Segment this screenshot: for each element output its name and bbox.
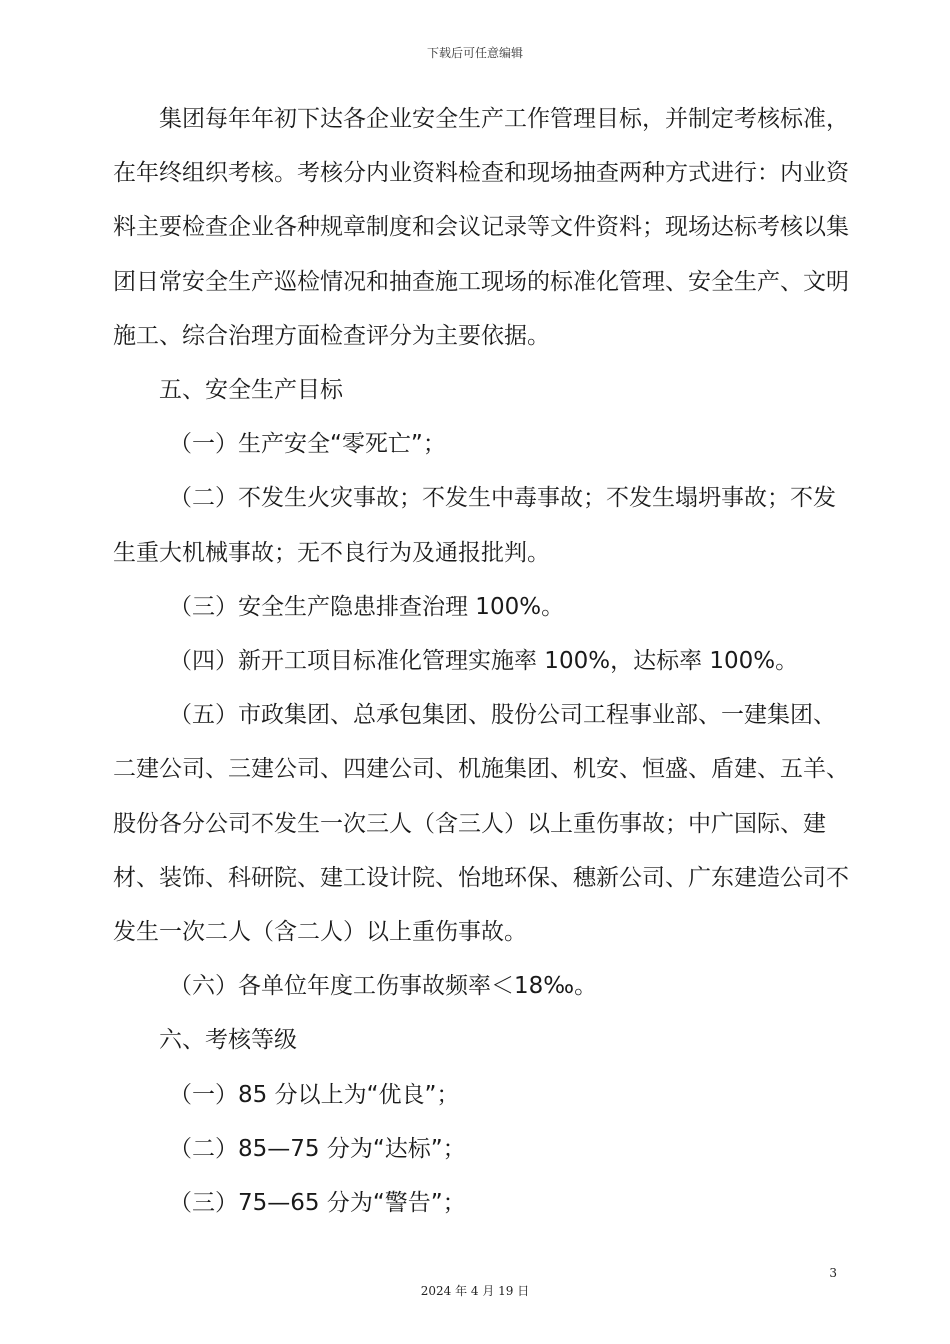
goal-item-4: （四）新开工项目标准化管理实施率 100%，达标率 100%。 — [169, 648, 799, 675]
footer-date: 2024 年 4 月 19 日 — [420, 1284, 530, 1298]
document-body — [113, 92, 853, 1230]
goal-item-1: （一）生产安全“零死亡”； — [169, 431, 446, 458]
section-heading-assessment-grades: 六、考核等级 — [159, 1027, 297, 1054]
grade-item-2: （二）85—75 分为“达标”； — [169, 1135, 466, 1162]
grade-item-1: （一）85 分以上为“优良”； — [169, 1081, 460, 1108]
page-number: 3 — [829, 1266, 837, 1280]
goal-item-6: （六）各单位年度工伤事故频率＜18‰。 — [169, 973, 598, 1000]
section-heading-safety-goals: 五、安全生产目标 — [159, 377, 343, 404]
goal-item-5: （五）市政集团、总承包集团、股份公司工程事业部、一建集团、二建公司、三建公司、四建公司、机施集团、机安、恒盛、盾建、五羊、股份各分公司不发生一次三人（含三人）以上重伤事故；中广国际、建材、装饰、科研院、建工设计院、怡地环保、穗新公司、广东建造公司不发生一次二人（含二人）以上重伤事故。 — [113, 702, 849, 946]
paragraph-assessment-method: 集团每年年初下达各企业安全生产工作管理目标，并制定考核标准，在年终组织考核。考核分内业资料检查和现场抽查两种方式进行：内业资料主要检查企业各种规章制度和会议记录等文件资料；现场达标考核以集团日常安全生产巡检情况和抽查施工现场的标准化管理、安全生产、文明施工、综合治理方面检查评分为主要依据。 — [113, 106, 849, 349]
goal-item-2: （二）不发生火灾事故；不发生中毒事故；不发生塌坍事故；不发生重大机械事故；无不良行为及通报批判。 — [113, 485, 836, 566]
grade-item-3: （三）75—65 分为“警告”； — [169, 1190, 466, 1217]
goal-item-3: （三）安全生产隐患排查治理 100%。 — [169, 593, 565, 620]
header-note: 下载后可任意编辑 — [426, 46, 523, 60]
